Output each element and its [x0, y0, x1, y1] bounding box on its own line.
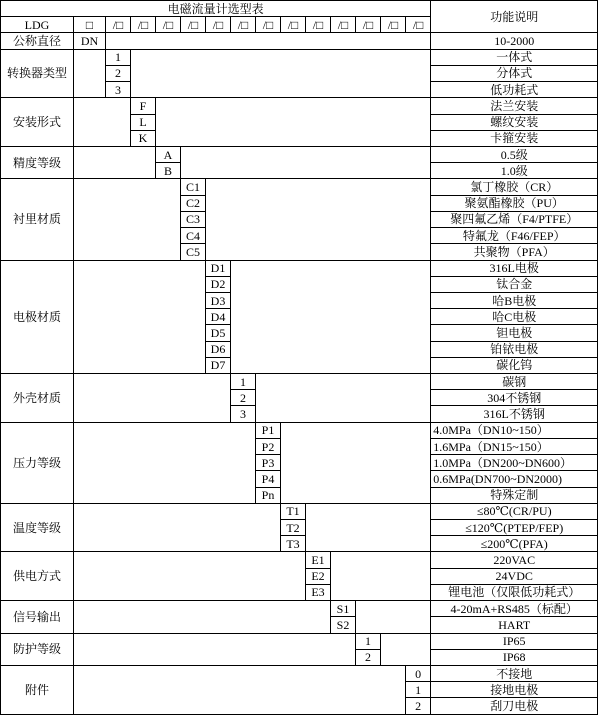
function-desc: 钽电极	[431, 325, 598, 341]
code-cell: P2	[256, 438, 281, 454]
category-label: 精度等级	[1, 146, 74, 178]
spacer-cell	[74, 552, 306, 601]
spacer-cell	[74, 49, 106, 98]
function-desc: 聚氨酯橡胶（PU）	[431, 195, 598, 211]
desc-header: 功能说明	[431, 1, 598, 33]
spacer-cell	[74, 601, 331, 633]
spacer-cell	[106, 33, 431, 49]
function-desc: 24VDC	[431, 568, 598, 584]
category-label: 附件	[1, 665, 74, 714]
function-desc: 1.6MPa（DN15~150）	[431, 438, 598, 454]
category-label: 防护等级	[1, 633, 74, 665]
spacer-cell	[306, 503, 431, 552]
spacer-cell	[356, 601, 431, 633]
code-cell: T2	[281, 520, 306, 536]
code-cell: 1	[231, 374, 256, 390]
code-cell: K	[131, 130, 156, 146]
function-desc: ≤80℃(CR/PU)	[431, 503, 598, 519]
selection-slot: /□	[331, 17, 356, 33]
function-desc: 共聚物（PFA）	[431, 244, 598, 260]
spacer-cell	[74, 633, 356, 665]
code-cell: D3	[206, 292, 231, 308]
model-code: LDG	[1, 17, 74, 33]
code-cell: P3	[256, 455, 281, 471]
selection-slot: /□	[356, 17, 381, 33]
code-cell: F	[131, 98, 156, 114]
function-desc: ≤120℃(PTEP/FEP)	[431, 520, 598, 536]
code-cell: D5	[206, 325, 231, 341]
function-desc: ≤200℃(PFA)	[431, 536, 598, 552]
code-cell: S2	[331, 617, 356, 633]
function-desc: 不接地	[431, 665, 598, 681]
selection-slot: /□	[156, 17, 181, 33]
code-cell: D7	[206, 357, 231, 373]
function-desc: IP68	[431, 649, 598, 665]
spacer-cell	[131, 49, 431, 98]
code-cell: 2	[106, 65, 131, 81]
function-desc: 碳化钨	[431, 357, 598, 373]
function-desc: 法兰安装	[431, 98, 598, 114]
spacer-cell	[74, 422, 256, 503]
function-desc: 0.5级	[431, 146, 598, 162]
category-label: 压力等级	[1, 422, 74, 503]
function-desc: HART	[431, 617, 598, 633]
function-desc: 碳钢	[431, 374, 598, 390]
code-cell: C3	[181, 211, 206, 227]
code-cell: C2	[181, 195, 206, 211]
code-cell: B	[156, 163, 181, 179]
code-cell: T1	[281, 503, 306, 519]
code-cell: 1	[356, 633, 381, 649]
function-desc: 316L不锈钢	[431, 406, 598, 422]
code-cell: DN	[74, 33, 106, 49]
spacer-cell	[156, 98, 431, 147]
function-desc: 1.0MPa（DN200~DN600）	[431, 455, 598, 471]
selection-box: □	[74, 17, 106, 33]
function-desc: 1.0级	[431, 163, 598, 179]
function-desc: 220VAC	[431, 552, 598, 568]
function-desc: 特氟龙（F46/FEP）	[431, 228, 598, 244]
selection-slot: /□	[231, 17, 256, 33]
spacer-cell	[331, 552, 431, 601]
spacer-cell	[381, 633, 431, 665]
selection-slot: /□	[306, 17, 331, 33]
code-cell: C1	[181, 179, 206, 195]
function-desc: IP65	[431, 633, 598, 649]
spacer-cell	[74, 98, 131, 147]
spacer-cell	[74, 179, 181, 260]
code-cell: P4	[256, 471, 281, 487]
selection-slot: /□	[381, 17, 406, 33]
function-desc: 接地电极	[431, 682, 598, 698]
selection-slot: /□	[206, 17, 231, 33]
category-label: 供电方式	[1, 552, 74, 601]
function-desc: 分体式	[431, 65, 598, 81]
category-label: 转换器类型	[1, 49, 74, 98]
code-cell: 0	[406, 665, 431, 681]
category-label: 电极材质	[1, 260, 74, 374]
code-cell: C4	[181, 228, 206, 244]
function-desc: 聚四氟乙烯（F4/PTFE）	[431, 211, 598, 227]
code-cell: E1	[306, 552, 331, 568]
function-desc: 4.0MPa（DN10~150）	[431, 422, 598, 438]
function-desc: 钛合金	[431, 276, 598, 292]
code-cell: D1	[206, 260, 231, 276]
code-cell: Pn	[256, 487, 281, 503]
code-cell: D6	[206, 341, 231, 357]
spacer-cell	[74, 503, 281, 552]
category-label: 公称直径	[1, 33, 74, 49]
code-cell: 1	[106, 49, 131, 65]
code-cell: 2	[231, 390, 256, 406]
function-desc: 哈B电极	[431, 292, 598, 308]
selection-slot: /□	[181, 17, 206, 33]
code-cell: A	[156, 146, 181, 162]
code-cell: 3	[231, 406, 256, 422]
code-cell: D4	[206, 309, 231, 325]
code-cell: E3	[306, 584, 331, 600]
spacer-cell	[74, 146, 156, 178]
spacer-cell	[181, 146, 431, 178]
function-desc: 低功耗式	[431, 82, 598, 98]
table-title: 电磁流量计选型表	[1, 1, 431, 17]
spacer-cell	[74, 260, 206, 374]
code-cell: S1	[331, 601, 356, 617]
function-desc: 0.6MPa(DN700~DN2000)	[431, 471, 598, 487]
function-desc: 4-20mA+RS485（标配）	[431, 601, 598, 617]
code-cell: D2	[206, 276, 231, 292]
code-cell: L	[131, 114, 156, 130]
code-cell: 2	[406, 698, 431, 715]
category-label: 外壳材质	[1, 374, 74, 423]
function-desc: 螺纹安装	[431, 114, 598, 130]
function-desc: 锂电池（仅限低功耗式）	[431, 584, 598, 600]
spacer-cell	[281, 422, 431, 503]
spacer-cell	[256, 374, 431, 423]
function-desc: 氯丁橡胶（CR）	[431, 179, 598, 195]
selection-slot: /□	[256, 17, 281, 33]
function-desc: 304不锈钢	[431, 390, 598, 406]
selection-slot: /□	[281, 17, 306, 33]
spacer-cell	[74, 665, 406, 714]
selection-slot: /□	[131, 17, 156, 33]
category-label: 安装形式	[1, 98, 74, 147]
selection-slot: /□	[106, 17, 131, 33]
code-cell: 3	[106, 82, 131, 98]
function-desc: 铂铱电极	[431, 341, 598, 357]
code-cell: 2	[356, 649, 381, 665]
spacer-cell	[231, 260, 431, 374]
spacer-cell	[206, 179, 431, 260]
code-cell: P1	[256, 422, 281, 438]
code-cell: E2	[306, 568, 331, 584]
function-desc: 刮刀电极	[431, 698, 598, 715]
function-desc: 哈C电极	[431, 309, 598, 325]
spacer-cell	[74, 374, 231, 423]
function-desc: 一体式	[431, 49, 598, 65]
code-cell: C5	[181, 244, 206, 260]
category-label: 温度等级	[1, 503, 74, 552]
code-cell: 1	[406, 682, 431, 698]
category-label: 信号输出	[1, 601, 74, 633]
code-cell: T3	[281, 536, 306, 552]
category-label: 衬里材质	[1, 179, 74, 260]
function-desc: 316L电极	[431, 260, 598, 276]
function-desc: 10-2000	[431, 33, 598, 49]
function-desc: 卡箍安装	[431, 130, 598, 146]
selection-slot: /□	[406, 17, 431, 33]
function-desc: 特殊定制	[431, 487, 598, 503]
